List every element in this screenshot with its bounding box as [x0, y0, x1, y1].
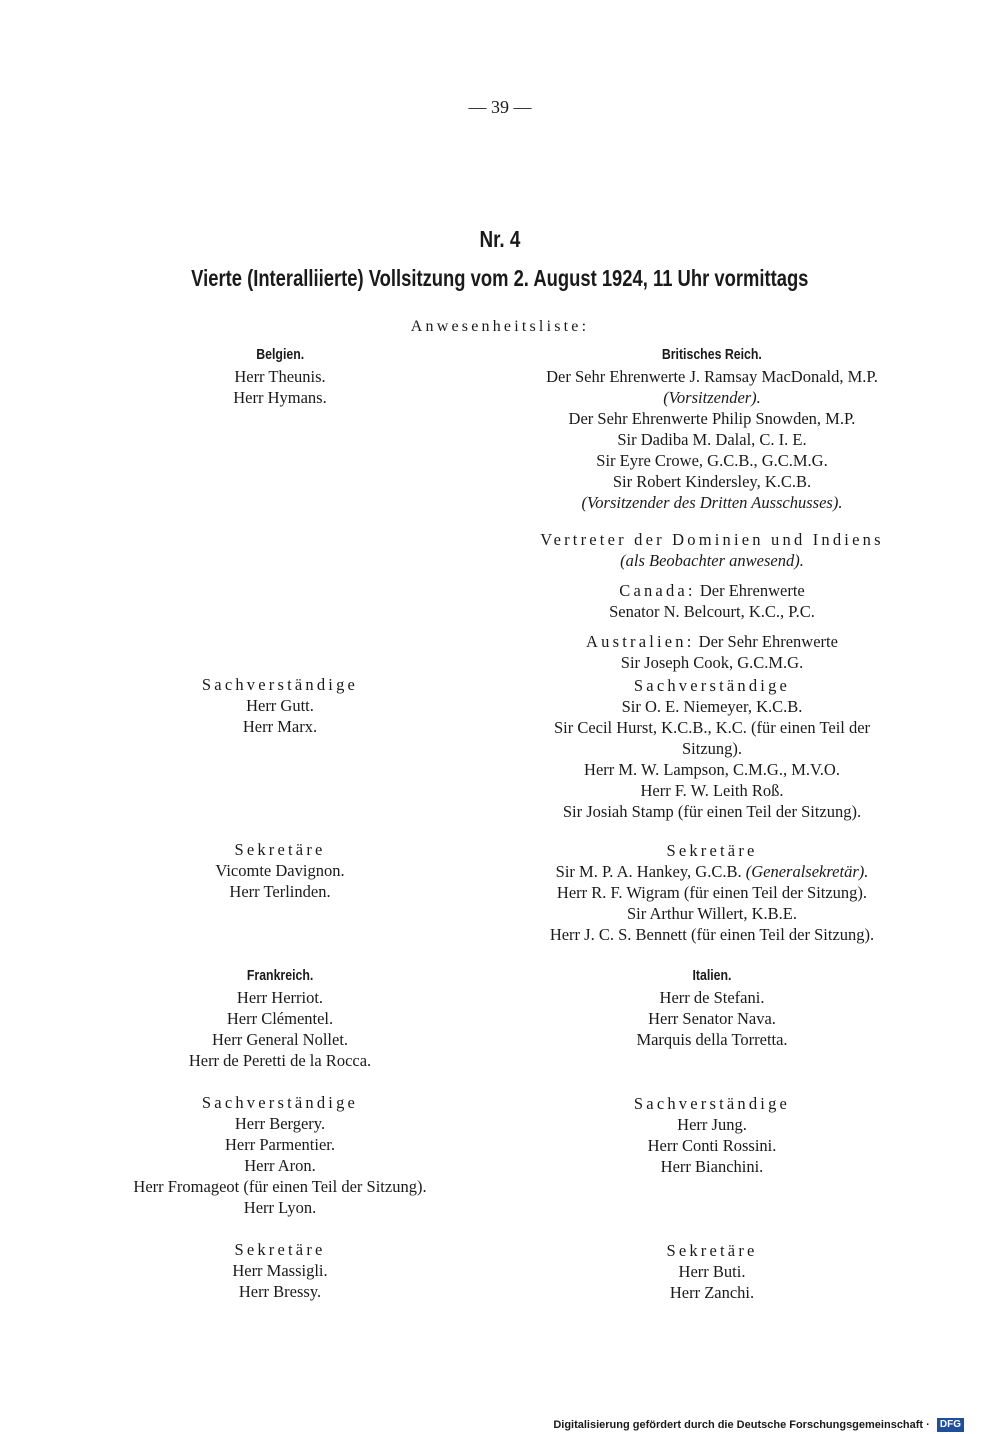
digitization-footer — [553, 1418, 964, 1432]
belgium-expert: Herr Marx. — [242, 717, 318, 736]
italy-expert: Herr Jung. — [677, 1115, 747, 1134]
france-secretaries-heading: Sekretäre — [234, 1240, 326, 1259]
australia-title: Der Sehr Ehrenwerte — [698, 632, 838, 651]
page-number: — 39 — — [468, 97, 532, 117]
britain-expert-continuation: Sitzung). — [681, 739, 743, 758]
belgium-secretaries-heading: Sekretäre — [234, 840, 326, 859]
britain-member: Sir Eyre Crowe, G.C.B., G.C.M.G. — [596, 451, 828, 470]
canada-label: Canada: — [619, 581, 696, 600]
france-expert: Herr Fromageot (für einen Teil der Sitzung). — [133, 1177, 427, 1196]
france-member: Herr Clémentel. — [226, 1009, 334, 1028]
italy-member: Herr Senator Nava. — [648, 1009, 776, 1028]
italy-secretaries-heading: Sekretäre — [666, 1241, 758, 1260]
britain-section — [497, 345, 927, 513]
france-expert: Herr Parmentier. — [225, 1135, 335, 1154]
britain-secretaries-heading: Sekretäre — [666, 841, 758, 860]
france-experts-heading: Sachverständige — [201, 1093, 359, 1112]
britain-secretary: Herr J. C. S. Bennett (für einen Teil der Sitzung). — [549, 925, 875, 944]
italy-secretary: Herr Zanchi. — [669, 1283, 755, 1302]
italy-heading: Italien. — [692, 968, 732, 984]
britain-expert: Herr F. W. Leith Roß. — [640, 781, 784, 800]
belgium-experts-heading: Sachverständige — [201, 675, 359, 694]
britain-member-note: (Vorsitzender). — [663, 388, 761, 407]
italy-expert: Herr Conti Rossini. — [647, 1136, 777, 1155]
document-number — [0, 226, 1000, 253]
canada-title: Der Ehrenwerte — [699, 581, 805, 600]
france-secretary: Herr Bressy. — [238, 1282, 322, 1301]
britain-heading: Britisches Reich. — [661, 347, 763, 363]
britain-experts-heading: Sachverständige — [633, 676, 791, 695]
dominions-section — [497, 529, 927, 673]
britain-member: Sir Robert Kindersley, K.C.B. — [612, 472, 812, 491]
britain-expert: Sir Josiah Stamp (für einen Teil der Sitzung). — [562, 802, 862, 821]
france-member: Herr Herriot. — [236, 988, 324, 1007]
italy-experts-heading: Sachverständige — [633, 1094, 791, 1113]
dominions-heading: Vertreter der Dominien und Indiens — [540, 530, 884, 549]
britain-member: Der Sehr Ehrenwerte Philip Snowden, M.P. — [568, 409, 856, 428]
belgium-heading: Belgien. — [256, 347, 304, 363]
italy-member: Marquis della Torretta. — [636, 1030, 788, 1049]
attendance-label: Anwesenheitsliste: — [410, 318, 590, 335]
britain-secretary: Sir Arthur Willert, K.B.E. — [627, 904, 797, 923]
france-section — [80, 966, 480, 1071]
france-secretaries-section — [80, 1239, 480, 1302]
italy-experts-section — [497, 1093, 927, 1177]
footer-text: Digitalisierung gefördert durch die Deutsche Forschungsgemeinschaft · — [553, 1419, 930, 1431]
france-expert: Herr Lyon. — [243, 1198, 317, 1217]
britain-member: Der Sehr Ehrenwerte J. Ramsay MacDonald, M.P. — [546, 367, 878, 386]
italy-secretary: Herr Buti. — [678, 1262, 746, 1281]
belgium-experts-section — [80, 674, 480, 737]
britain-experts-section — [497, 675, 927, 822]
australia-representative: Sir Joseph Cook, G.C.M.G. — [620, 653, 804, 672]
belgium-section — [80, 345, 480, 408]
britain-expert: Sir Cecil Hurst, K.C.B., K.C. (für einen Teil der — [553, 718, 871, 737]
canada-line — [497, 580, 927, 601]
belgium-member: Herr Hymans. — [233, 388, 327, 407]
page-title — [0, 265, 1000, 292]
dfg-logo: DFG — [937, 1418, 964, 1432]
britain-secretary: Herr R. F. Wigram (für einen Teil der Sitzung). — [556, 883, 868, 902]
france-expert: Herr Aron. — [244, 1156, 316, 1175]
britain-secretary-note: (Generalsekretär). — [745, 862, 869, 881]
document-number-text: Nr. 4 — [479, 226, 521, 252]
france-member: Herr de Peretti de la Rocca. — [188, 1051, 372, 1070]
italy-member: Herr de Stefani. — [659, 988, 765, 1007]
belgium-secretaries-section — [80, 839, 480, 902]
belgium-secretary: Herr Terlinden. — [229, 882, 331, 901]
belgium-secretary: Vicomte Davignon. — [215, 861, 345, 880]
france-experts-section — [80, 1092, 480, 1218]
italy-secretaries-section — [497, 1240, 927, 1303]
belgium-expert: Herr Gutt. — [246, 696, 314, 715]
page-title-text: Vierte (Interalliierte) Vollsitzung vom 2. August 1924, 11 Uhr vormittags — [191, 265, 809, 291]
france-expert: Herr Bergery. — [234, 1114, 326, 1133]
britain-expert: Sir O. E. Niemeyer, K.C.B. — [621, 697, 803, 716]
australia-label: Australien: — [586, 632, 695, 651]
britain-secretaries-section — [497, 840, 927, 945]
britain-member-note: (Vorsitzender des Dritten Ausschusses). — [581, 493, 843, 512]
britain-expert: Herr M. W. Lampson, C.M.G., M.V.O. — [584, 760, 840, 779]
belgium-member: Herr Theunis. — [234, 367, 326, 386]
britain-secretary: Sir M. P. A. Hankey, G.C.B. — [555, 862, 742, 881]
dominions-note: (als Beobachter anwesend). — [620, 551, 804, 570]
italy-section — [497, 966, 927, 1050]
britain-member: Sir Dadiba M. Dalal, C. I. E. — [617, 430, 807, 449]
france-secretary: Herr Massigli. — [232, 1261, 328, 1280]
australia-line — [497, 631, 927, 652]
britain-secretary-line — [497, 861, 927, 882]
canada-representative: Senator N. Belcourt, K.C., P.C. — [609, 602, 815, 621]
italy-expert: Herr Bianchini. — [660, 1157, 764, 1176]
france-heading: Frankreich. — [246, 968, 314, 984]
france-member: Herr General Nollet. — [211, 1030, 349, 1049]
